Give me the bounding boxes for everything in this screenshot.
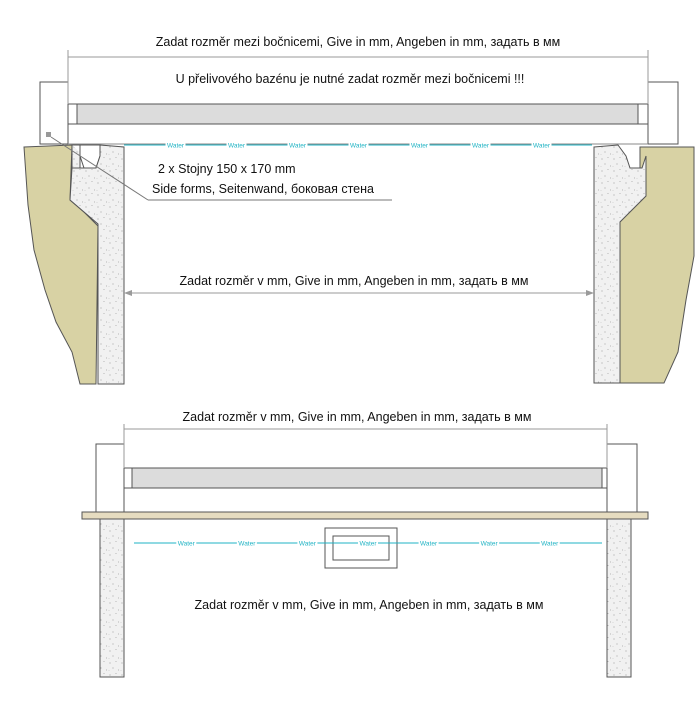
water-label: Water	[238, 540, 256, 548]
water-label: Water	[532, 142, 551, 150]
dim-inner-arrow-right	[586, 290, 594, 296]
beam-top	[77, 104, 638, 124]
callout-text-line1: 2 x Stojny 150 x 170 mm	[158, 162, 296, 176]
water-label: Water	[349, 142, 368, 150]
water-label: Water	[166, 142, 185, 150]
post-left	[40, 82, 68, 144]
dim-overall-bottom-label: Zadat rozměr v mm, Give in mm, Angeben in mm, задать в мм	[182, 410, 532, 424]
post-right	[648, 82, 678, 144]
callout-text-line2: Side forms, Seitenwand, боковая стена	[152, 182, 374, 196]
dim-inner-top-label: Zadat rozměr v mm, Give in mm, Angeben in mm, задать в мм	[179, 274, 529, 288]
water-label: Water	[359, 540, 377, 548]
wall-bottom-left	[100, 519, 124, 677]
dim-center-bottom-label: Zadat rozměr v mm, Give in mm, Angeben in mm, задать в мм	[194, 598, 544, 612]
water-label: Water	[177, 540, 195, 548]
overflow-note: U přelivového bazénu je nutné zadat rozměr mezi bočnicemi !!!	[175, 72, 525, 86]
water-label: Water	[471, 142, 490, 150]
dim-overall-top-label: Zadat rozměr mezi bočnicemi, Give in mm, Angeben in mm, задать в мм	[155, 35, 561, 49]
water-label: Water	[288, 142, 307, 150]
water-label: Water	[227, 142, 246, 150]
wall-bottom-right	[607, 519, 631, 677]
water-label: Water	[480, 540, 498, 548]
water-label: Water	[298, 540, 316, 548]
bottom-section	[82, 410, 648, 677]
deck-board	[82, 512, 648, 519]
callout-marker	[46, 132, 51, 137]
post-left-inner	[68, 104, 77, 124]
water-label: Water	[420, 540, 438, 548]
post-bottom-left	[96, 444, 124, 512]
water-label: Water	[410, 142, 429, 150]
water-label: Water	[541, 540, 559, 548]
beam-bottom	[132, 468, 602, 488]
top-section	[24, 35, 694, 384]
post-bottom-right	[607, 444, 637, 512]
dim-inner-arrow-left	[124, 290, 132, 296]
post-right-inner	[638, 104, 648, 124]
